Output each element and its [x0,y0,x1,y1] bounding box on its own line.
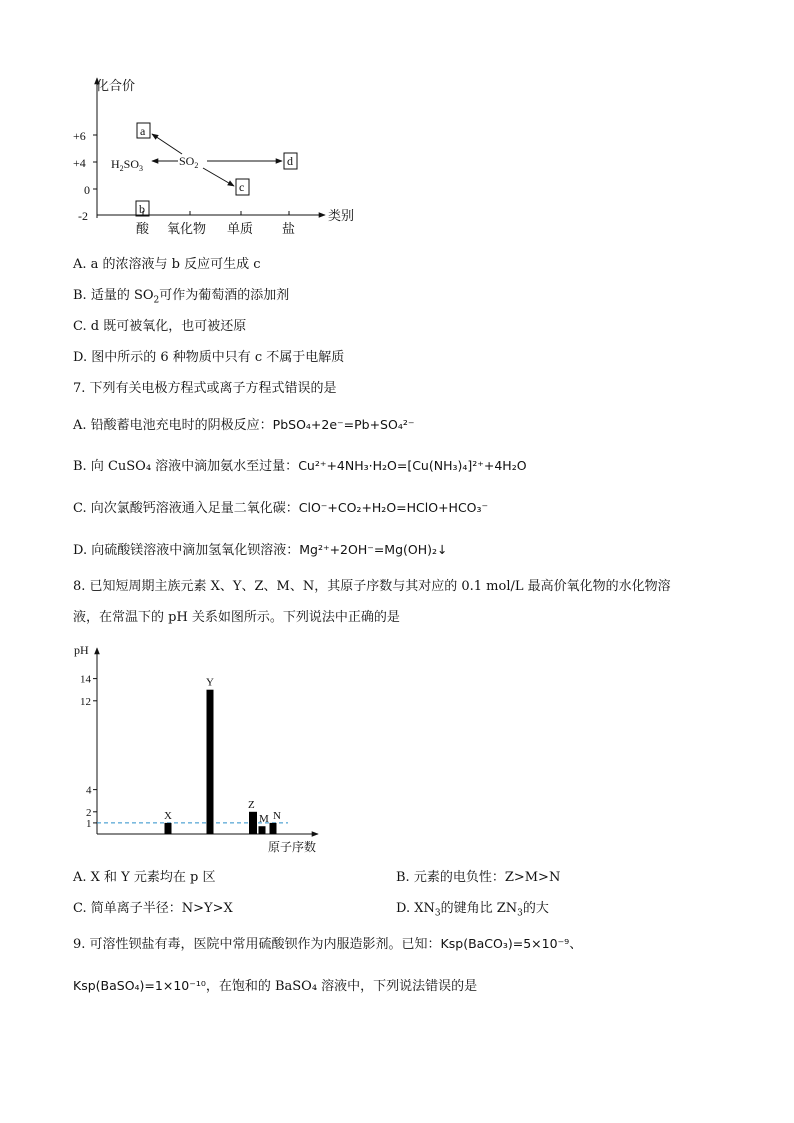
ph-bar-n [270,823,277,834]
x-tick-element: 单质 [227,221,254,236]
svg-text:d: d [287,154,293,168]
ph-tick-label: 14 [80,673,91,686]
q6-option-a: A. a 的浓溶液与 b 反应可生成 c [73,257,261,272]
q7-option-c: C. 向次氯酸钙溶液通入足量二氧化碳：ClO⁻+CO₂+H₂O=HClO+HCO₃⁻ [73,500,489,516]
q7-option-d: D. 向硫酸镁溶液中滴加氢氧化钡溶液：Mg²⁺+2OH⁻=Mg(OH)₂↓ [73,542,448,558]
y-tick-0: 0 [84,183,90,197]
box-d [284,153,297,169]
q7-stem: 7. 下列有关电极方程式或离子方程式错误的是 [73,381,337,396]
so2-label: $SO_2$ [179,154,199,170]
q6-option-b: B. 适量的 $SO_2$可作为葡萄酒的添加剂 [73,288,290,306]
q6-option-c: C. d 既可被氧化，也可被还原 [73,319,247,334]
arrow-to-c [203,168,234,186]
x-tick-salt: 盐 [282,221,296,236]
ph-tick-label: 12 [80,695,91,708]
ph-bar-label-x: X [164,809,172,822]
arrow-to-a [152,134,182,154]
x-tick-oxide: 氧化物 [167,221,207,236]
q7-option-b: B. 向 CuSO₄ 溶液中滴加氨水至过量：Cu²⁺+4NH₃·H₂O=[Cu(NH₃)₄]²⁺+4H₂O [73,458,527,474]
svg-text:b: b [139,202,145,216]
y-tick-neg2: -2 [78,209,88,223]
q6-option-d: D. 图中所示的 6 种物质中只有 c 不属于电解质 [73,350,345,365]
q7-option-a: A. 铅酸蓄电池充电时的阴极反应：PbSO₄+2e⁻=Pb+SO₄²⁻ [73,417,415,433]
q8-stem-line2: 液，在常温下的 pH 关系如图所示。下列说法中正确的是 [73,610,400,625]
svg-text:a: a [140,124,146,138]
x-axis-label: 类别 [328,208,355,223]
ph-tick-label: 2 [86,806,92,819]
ph-tick-label: 4 [86,784,92,797]
y-axis-label: 化合价 [96,78,136,93]
q9-stem-line1: 9. 可溶性钡盐有毒，医院中常用硫酸钡作为内服造影剂。已知：Ksp(BaCO₃)=5×10⁻⁹、 [73,936,583,952]
box-a [137,123,150,138]
y-tick-6: +6 [73,129,86,143]
ph-tick-label: 1 [86,817,92,830]
ph-y-ticks [80,674,97,830]
h2so3-label: $H_2SO_3$ [111,157,144,173]
ph-x-label: 原子序数 [268,840,317,854]
ph-bar-chart [0,632,794,857]
q8-option-d: D. $XN_3$的键角比 $ZN_3$的大 [396,901,549,919]
box-b [136,201,149,216]
q8-option-b: B. 元素的电负性：Z>M>N [396,870,561,885]
ph-bar-label-n: N [273,809,281,822]
ph-bar-z [249,812,257,834]
q8-option-a: A. X 和 Y 元素均在 p 区 [73,870,216,885]
ph-bar-label-z: Z [248,798,255,811]
x-tick-acid: 酸 [136,221,150,236]
ph-bars [164,677,281,834]
ph-bar-label-m: M [259,813,269,826]
svg-text:c: c [239,180,245,194]
box-c [236,179,249,195]
q9-stem-line2: Ksp(BaSO₄)=1×10⁻¹⁰，在饱和的 BaSO₄ 溶液中，下列说法错误的是 [73,978,478,994]
ph-bar-x [165,823,172,834]
ph-bar-y [207,690,214,834]
ph-bar-m [259,826,266,834]
ph-y-label: pH [74,643,89,657]
ph-bar-label-y: Y [206,676,214,689]
y-tick-4: +4 [73,156,86,170]
q8-option-c: C. 简单离子半径：N>Y>X [73,901,233,916]
q8-stem-line1: 8. 已知短周期主族元素 X、Y、Z、M、N，其原子序数与其对应的 0.1 mol/L 最高价氧化物的水化物溶 [73,579,671,594]
y-ticks [73,129,97,223]
